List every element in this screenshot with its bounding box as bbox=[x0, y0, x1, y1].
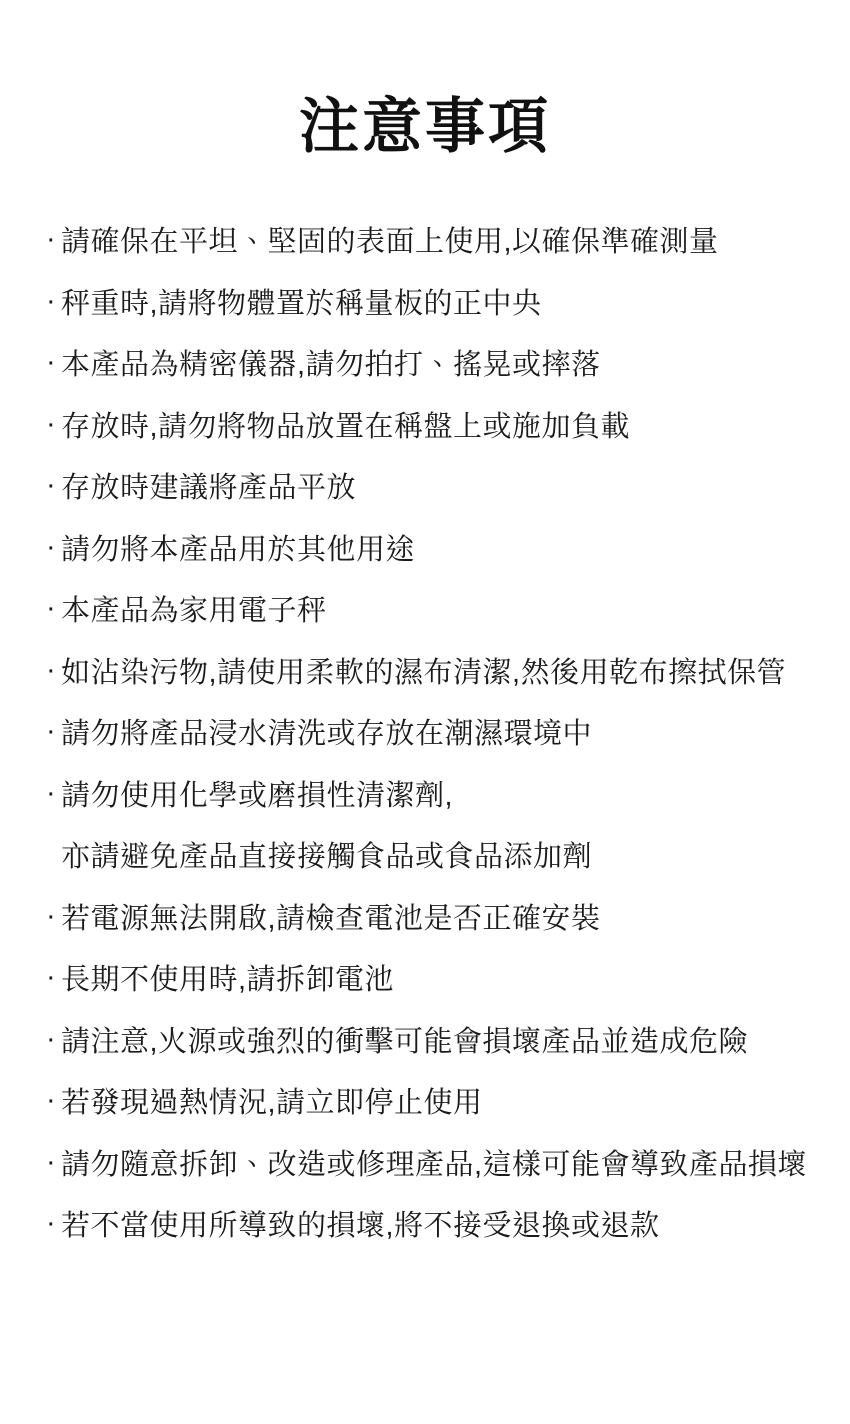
bullet-dot: · bbox=[46, 715, 56, 748]
list-item-text: 本產品為精密儀器,請勿拍打、搖晃或摔落 bbox=[61, 349, 601, 382]
list-item-text: 請勿將本產品用於其他用途 bbox=[61, 533, 416, 566]
list-item bbox=[46, 1009, 820, 1071]
bullet-dot: · bbox=[46, 1207, 56, 1240]
list-item bbox=[46, 763, 820, 825]
list-item bbox=[46, 332, 820, 394]
bullet-dot: · bbox=[46, 346, 56, 379]
bullet-dot: · bbox=[46, 284, 56, 317]
bullet-dot: · bbox=[46, 407, 56, 440]
list-item bbox=[46, 886, 820, 948]
list-item-text: 長期不使用時,請拆卸電池 bbox=[61, 964, 395, 997]
list-item bbox=[46, 271, 820, 333]
list-item bbox=[46, 1070, 820, 1132]
list-item-text: 如沾染污物,請使用柔軟的濕布清潔,然後用乾布擦拭保管 bbox=[61, 656, 787, 689]
list-item bbox=[46, 394, 820, 456]
list-item-text: 存放時,請勿將物品放置在稱盤上或施加負載 bbox=[61, 410, 631, 443]
list-item bbox=[46, 1193, 820, 1255]
bullet-dot: · bbox=[46, 961, 56, 994]
list-item-text: 請確保在平坦、堅固的表面上使用,以確保準確測量 bbox=[61, 226, 719, 259]
precautions-page bbox=[0, 92, 850, 1424]
precautions-list bbox=[46, 209, 820, 1255]
bullet-dot: · bbox=[46, 653, 56, 686]
bullet-dot: · bbox=[46, 223, 56, 256]
list-item-text: 本產品為家用電子秤 bbox=[61, 595, 327, 628]
list-item-text: 請勿使用化學或磨損性清潔劑, bbox=[61, 779, 454, 812]
bullet-dot: · bbox=[46, 1022, 56, 1055]
bullet-dot: · bbox=[46, 1145, 56, 1178]
bullet-dot: · bbox=[46, 776, 56, 809]
list-item-text: 若不當使用所導致的損壞,將不接受退換或退款 bbox=[61, 1210, 660, 1243]
bullet-dot: · bbox=[46, 899, 56, 932]
list-item-text: 亦請避免產品直接接觸食品或食品添加劑 bbox=[61, 841, 593, 874]
list-item-text: 請注意,火源或強烈的衝擊可能會損壞產品並造成危險 bbox=[61, 1025, 749, 1058]
bullet-dot: · bbox=[46, 530, 56, 563]
list-item-text: 請勿隨意拆卸、改造或修理產品,這樣可能會導致產品損壞 bbox=[61, 1148, 808, 1181]
list-item bbox=[46, 1132, 820, 1194]
bullet-dot: · bbox=[46, 592, 56, 625]
list-item bbox=[46, 455, 820, 517]
list-item bbox=[46, 209, 820, 271]
list-item-text: 若發現過熱情況,請立即停止使用 bbox=[61, 1087, 483, 1120]
list-item bbox=[46, 517, 820, 579]
list-item-text: 請勿將產品浸水清洗或存放在潮濕環境中 bbox=[61, 718, 593, 751]
page-title: 注意事項 bbox=[299, 93, 551, 160]
list-item bbox=[46, 578, 820, 640]
list-item-text: 存放時建議將產品平放 bbox=[61, 472, 357, 505]
list-item bbox=[46, 701, 820, 763]
list-item bbox=[46, 640, 820, 702]
list-item bbox=[46, 947, 820, 1009]
list-item-text: 若電源無法開啟,請檢查電池是否正確安裝 bbox=[61, 902, 601, 935]
list-item-continuation bbox=[46, 824, 820, 886]
bullet-dot: · bbox=[46, 1084, 56, 1117]
bullet-dot: · bbox=[46, 469, 56, 502]
list-item-text: 秤重時,請將物體置於稱量板的正中央 bbox=[61, 287, 542, 320]
